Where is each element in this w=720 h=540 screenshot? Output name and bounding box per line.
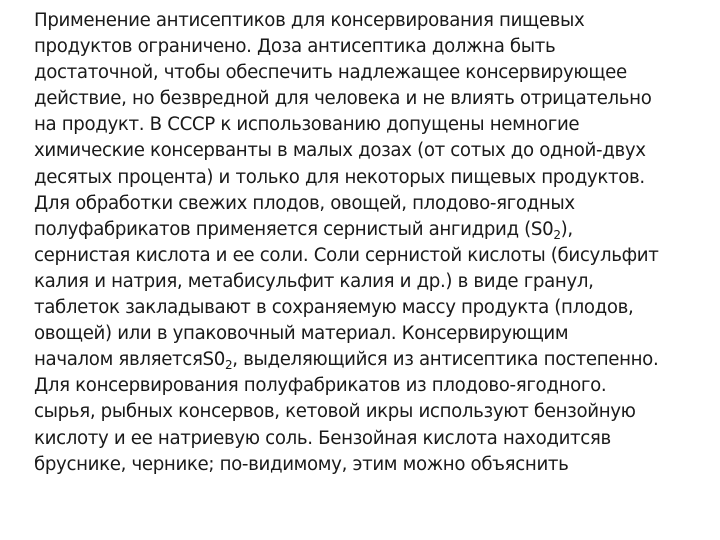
text-line-2: продуктов ограничено. Доза антисептика должна быть <box>34 36 556 58</box>
text-line-9-tail: ), <box>560 218 573 240</box>
text-line-9 <box>34 217 720 243</box>
text-line-5: на продукт. В СССР к использованию допущены немногие <box>34 114 580 136</box>
text-line-8: Для обработки свежих плодов, овощей, плодово-ягодных <box>34 192 575 214</box>
text-line-11: калия и натрия, метабисульфит калия и др.) в виде гранул, <box>34 270 594 292</box>
text-line-16: сырья, рыбных консервов, кетовой икры используют бензойную <box>34 401 636 423</box>
text-line-14 <box>34 347 720 373</box>
text-line-14-main: началом являетсяS0 <box>34 349 225 371</box>
text-line-3: достаточной, чтобы обеспечить надлежащее консервирующее <box>34 62 627 84</box>
text-line-12: таблеток закладывают в сохраняемую массу продукта (плодов, <box>34 297 634 319</box>
text-line-15: Для консервирования полуфабрикатов из плодово-ягодного. <box>34 375 607 397</box>
text-line-4: действие, но безвредной для человека и не влиять отрицательно <box>34 88 652 110</box>
text-line-6: химические консерванты в малых дозах (от сотых до одной-двух <box>34 140 646 162</box>
text-line-9-main: полуфабрикатов применяется сернистый ангидрид (S0 <box>34 218 554 240</box>
text-line-1: Применение антисептиков для консервирования пищевых <box>34 10 585 31</box>
subscript-2-second: 2 <box>224 358 233 373</box>
text-line-17: кислоту и ее натриевую соль. Бензойная кислота находитсяв <box>34 427 611 449</box>
text-line-13: овощей) или в упаковочный материал. Консервирующим <box>34 323 569 345</box>
text-line-14-tail: , выделяющийся из антисептика постепенно. <box>232 349 659 371</box>
text-line-10: сернистая кислота и ее соли. Соли сернистой кислоты (бисульфит <box>34 244 659 266</box>
body-text <box>34 8 720 478</box>
text-line-18: бруснике, чернике; по-видимому, этим можно объяснить <box>34 453 569 475</box>
subscript-2: 2 <box>553 227 561 242</box>
text-line-7: десятых процента) и только для некоторых пищевых продуктов. <box>34 166 645 188</box>
